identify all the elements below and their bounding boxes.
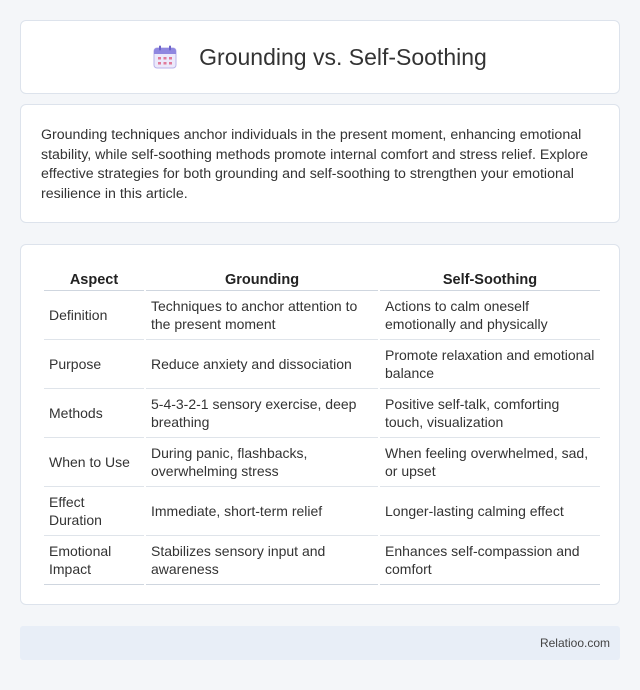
table-row <box>44 389 600 438</box>
table-row <box>44 340 600 389</box>
table-row <box>44 487 600 536</box>
row-self-soothing: Actions to calm oneself emotionally and physically <box>380 291 600 340</box>
row-grounding: Immediate, short-term relief <box>146 487 378 536</box>
comparison-table <box>42 265 602 585</box>
footer-brand-link[interactable]: Relatioo.com <box>539 636 610 650</box>
row-grounding: Techniques to anchor attention to the present moment <box>146 291 378 340</box>
footer <box>20 626 620 660</box>
comparison-table-card <box>20 244 620 605</box>
page-title: Grounding vs. Self-Soothing <box>199 43 487 70</box>
row-aspect: Effect Duration <box>44 487 144 536</box>
row-aspect: Methods <box>44 389 144 438</box>
row-grounding: During panic, flashbacks, overwhelming stress <box>146 438 378 487</box>
row-grounding: Reduce anxiety and dissociation <box>146 340 378 389</box>
row-self-soothing: Promote relaxation and emotional balance <box>380 340 600 389</box>
row-aspect: Emotional Impact <box>44 536 144 585</box>
table-row <box>44 438 600 487</box>
row-self-soothing: When feeling overwhelmed, sad, or upset <box>380 438 600 487</box>
title-card <box>20 20 620 94</box>
table-header-row <box>44 265 600 291</box>
header-grounding: Grounding <box>146 265 378 291</box>
calendar-icon <box>153 45 177 69</box>
row-grounding: 5-4-3-2-1 sensory exercise, deep breathing <box>146 389 378 438</box>
row-self-soothing: Longer-lasting calming effect <box>380 487 600 536</box>
row-self-soothing: Enhances self-compassion and comfort <box>380 536 600 585</box>
header-aspect: Aspect <box>44 265 144 291</box>
header-self-soothing: Self-Soothing <box>380 265 600 291</box>
row-grounding: Stabilizes sensory input and awareness <box>146 536 378 585</box>
intro-text: Grounding techniques anchor individuals in the present moment, enhancing emotional stability, while self-soothing methods promote internal comfort and stress relief. Explore effective strategies for both grounding and self-soothing to strengthen your emotional resilience in this article. <box>41 127 588 202</box>
intro-card <box>20 104 620 223</box>
row-aspect: When to Use <box>44 438 144 487</box>
row-self-soothing: Positive self-talk, comforting touch, visualization <box>380 389 600 438</box>
table-row <box>44 536 600 585</box>
row-aspect: Purpose <box>44 340 144 389</box>
row-aspect: Definition <box>44 291 144 340</box>
table-row <box>44 291 600 340</box>
